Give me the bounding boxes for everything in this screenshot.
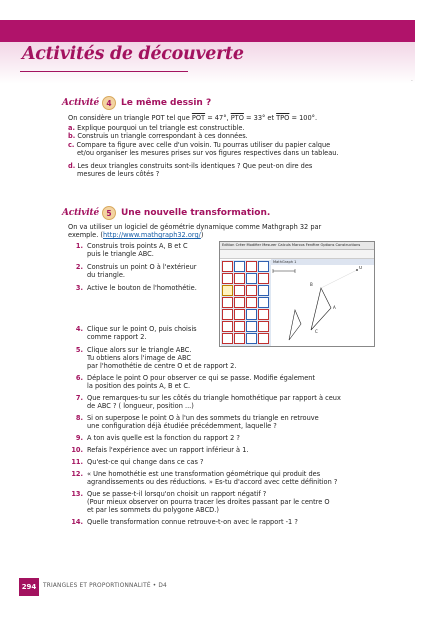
item-label: c. <box>68 141 75 149</box>
question-text <box>87 346 236 371</box>
item-text: Compare ta figure avec celle d'un voisin. Tu pourras utiliser du papier calque <box>76 141 331 149</box>
erase-tool-icon <box>258 309 269 320</box>
question-number: 13. <box>71 490 83 498</box>
line: Active le bouton de l'homothétie. <box>87 284 197 292</box>
item-label: d. <box>68 162 76 170</box>
bisector-tool-icon <box>246 297 257 308</box>
mathgraph-link[interactable]: http://www.mathgraph32.org/ <box>102 231 201 240</box>
angle-tool-icon <box>258 297 269 308</box>
line: (Pour mieux observer on pourra tracer les droites passant par le centre O <box>87 498 330 507</box>
circle-tool-icon <box>258 261 269 272</box>
line: de ABC ? ( longueur, position ...) <box>87 402 194 411</box>
question-number: 2. <box>75 263 83 271</box>
parallel-tool-icon <box>222 297 233 308</box>
rotation-tool-icon <box>234 285 245 296</box>
question-text <box>87 518 298 526</box>
question-number: 6. <box>75 374 83 382</box>
activity-4-item-d <box>68 162 312 178</box>
item-label: a. <box>68 124 75 132</box>
question-number: 5. <box>75 346 83 354</box>
polygon-tool-icon <box>222 273 233 284</box>
symmetry-tool-icon <box>246 285 257 296</box>
question-number: 7. <box>75 394 83 402</box>
image-triangle <box>289 310 301 340</box>
question-number: 4. <box>75 325 83 333</box>
line: agrandissements ou des réductions. » Es-tu d'accord avec cette définition ? <box>87 478 338 487</box>
line: par l'homothétie de centre O et de rapport 2. <box>87 362 237 371</box>
question-text <box>87 434 240 442</box>
activity-word: Activité <box>62 98 99 108</box>
activity-5-heading <box>62 206 270 220</box>
triangle-abc <box>311 288 331 330</box>
chapter-title: Activités de découverte <box>22 44 244 64</box>
activity-title: Une nouvelle transformation. <box>120 208 271 218</box>
question-number: 3. <box>75 284 83 292</box>
question-number: 12. <box>71 470 83 478</box>
line: Clique alors sur le triangle ABC. <box>87 346 192 354</box>
line: Qu'est-ce qui change dans ce cas ? <box>87 458 204 466</box>
question-text <box>87 263 197 279</box>
intersection-tool-icon <box>246 333 257 344</box>
question-text <box>87 394 341 410</box>
line: Quelle transformation connue retrouve-t-on avec le rapport -1 ? <box>87 518 298 526</box>
line: Tu obtiens alors l'image de ABC <box>87 354 191 363</box>
hide-tool-icon <box>222 321 233 332</box>
line: Clique sur le point O, puis choisis <box>87 325 197 333</box>
question-text <box>87 374 315 390</box>
measure-tool-icon <box>222 309 233 320</box>
question-number: 8. <box>75 414 83 422</box>
question-number: 9. <box>75 434 83 442</box>
point-o-label: O <box>359 266 363 270</box>
angle-pto: $\overline{PTO}$ <box>230 114 244 122</box>
mathgraph-screenshot <box>219 241 375 347</box>
point-c-label: C <box>315 329 318 334</box>
activity-4-intro <box>68 114 317 122</box>
line: comme rapport 2. <box>87 333 147 342</box>
segment-tool-icon <box>234 261 245 272</box>
point-a-label: A <box>333 305 336 310</box>
question-text <box>87 458 203 466</box>
locus-tool-icon <box>234 333 245 344</box>
line: Refais l'expérience avec un rapport inférieur à 1. <box>87 446 249 454</box>
line: une configuration déjà étudiée précédemment, laquelle ? <box>87 422 277 431</box>
activity-number-badge: 4 <box>102 96 116 110</box>
item-text: mesures de leurs côtés ? <box>77 170 160 179</box>
homothety-tool-icon <box>222 285 233 296</box>
line-tool-icon <box>246 261 257 272</box>
label-tool-icon <box>258 333 269 344</box>
activity-number-badge: 5 <box>102 206 116 220</box>
grid-tool-icon <box>258 321 269 332</box>
item-text: Les deux triangles construits sont-ils identiques ? Que peut-on dire des <box>77 162 313 170</box>
activity-4-item-c <box>68 141 339 157</box>
line: « Une homothétie est une transformation géométrique qui produit des <box>87 470 321 478</box>
question-text <box>87 470 337 486</box>
question-text <box>87 242 188 258</box>
header-band <box>0 20 415 42</box>
line: Que remarques-tu sur les côtés du triangle homothétique par rapport à ceux <box>87 394 341 402</box>
activity-4-heading <box>62 96 211 110</box>
perpendicular-tool-icon <box>234 297 245 308</box>
vector-tool-icon <box>246 273 257 284</box>
zoom-tool-icon <box>246 321 257 332</box>
move-tool-icon <box>234 321 245 332</box>
canvas-window-title: MathGraph 1 <box>271 259 375 265</box>
activity-5-intro <box>68 223 321 239</box>
line: Que se passe-t-il lorsqu'on choisit un rapport négatif ? <box>87 490 267 498</box>
item-label: b. <box>68 132 76 140</box>
activity-word: Activité <box>62 208 99 218</box>
intro-text: On va utiliser un logiciel de géométrie dynamique comme Mathgraph 32 par <box>68 223 322 231</box>
intro-text: On considère un triangle POT tel que <box>68 114 192 122</box>
line: puis le triangle ABC. <box>87 250 154 259</box>
angle-pot: $\overline{POT}$ <box>191 114 206 122</box>
question-number: 14. <box>71 518 83 526</box>
title-underline <box>20 71 188 72</box>
question-text <box>87 446 248 454</box>
activity-title: Le même dessin ? <box>120 98 212 108</box>
line: A ton avis quelle est la fonction du rapport 2 ? <box>87 434 240 442</box>
angle-pto-value: = 33° et <box>243 114 277 122</box>
translation-tool-icon <box>258 285 269 296</box>
line: du triangle. <box>87 271 125 280</box>
intro-text: exemple. ( <box>68 231 103 240</box>
line: Déplace le point O pour observer ce qui se passe. Modifie également <box>87 374 316 382</box>
angle-tpo: $\overline{TPO}$ <box>276 114 290 122</box>
line: Si on superpose le point O à l'un des sommets du triangle en retrouve <box>87 414 319 422</box>
point-b-label: B <box>310 282 313 287</box>
intro-text: ) <box>200 231 204 240</box>
geometry-canvas <box>271 266 373 344</box>
item-text: Explique pourquoi un tel triangle est constructible. <box>77 124 245 132</box>
line: et par les sommets du polygone ABCD.) <box>87 506 219 515</box>
question-text <box>87 414 319 430</box>
color-tool-icon <box>246 309 257 320</box>
construction-line <box>321 270 357 288</box>
question-number: 1. <box>75 242 83 250</box>
item-text: et/ou organiser les mesures prises sur vos figures respectives dans un tableau. <box>77 149 339 158</box>
question-number: 11. <box>71 458 83 466</box>
point-o <box>356 269 358 271</box>
software-menubar: Edition Créer Modifier Mesurer Calculs Marcos Fenêtre Options Constructions <box>220 242 375 250</box>
point-tool-icon <box>222 261 233 272</box>
question-text <box>87 284 197 292</box>
page-number: 294 <box>19 578 39 596</box>
decorative-dot: . <box>411 76 413 83</box>
arc-tool-icon <box>222 333 233 344</box>
ray-tool-icon <box>234 273 245 284</box>
line: Construis un point O à l'extérieur <box>87 263 197 271</box>
question-text <box>87 490 330 515</box>
midpoint-tool-icon <box>258 273 269 284</box>
angle-tpo-value: = 100°. <box>289 114 318 122</box>
item-text: Construis un triangle correspondant à ces données. <box>77 132 248 140</box>
activity-4-item-b <box>68 132 248 140</box>
tool-palette <box>221 260 271 346</box>
text-tool-icon <box>234 309 245 320</box>
angle-pot-value: = 47°, <box>205 114 231 122</box>
software-toolbar <box>220 250 374 259</box>
footer-chapter: TRIANGLES ET PROPORTIONNALITÉ • D4 <box>43 583 167 589</box>
activity-4-item-a <box>68 124 245 132</box>
question-number: 10. <box>71 446 83 454</box>
line: Construis trois points A, B et C <box>87 242 188 250</box>
question-text <box>87 325 197 341</box>
line: la position des points A, B et C. <box>87 382 191 391</box>
